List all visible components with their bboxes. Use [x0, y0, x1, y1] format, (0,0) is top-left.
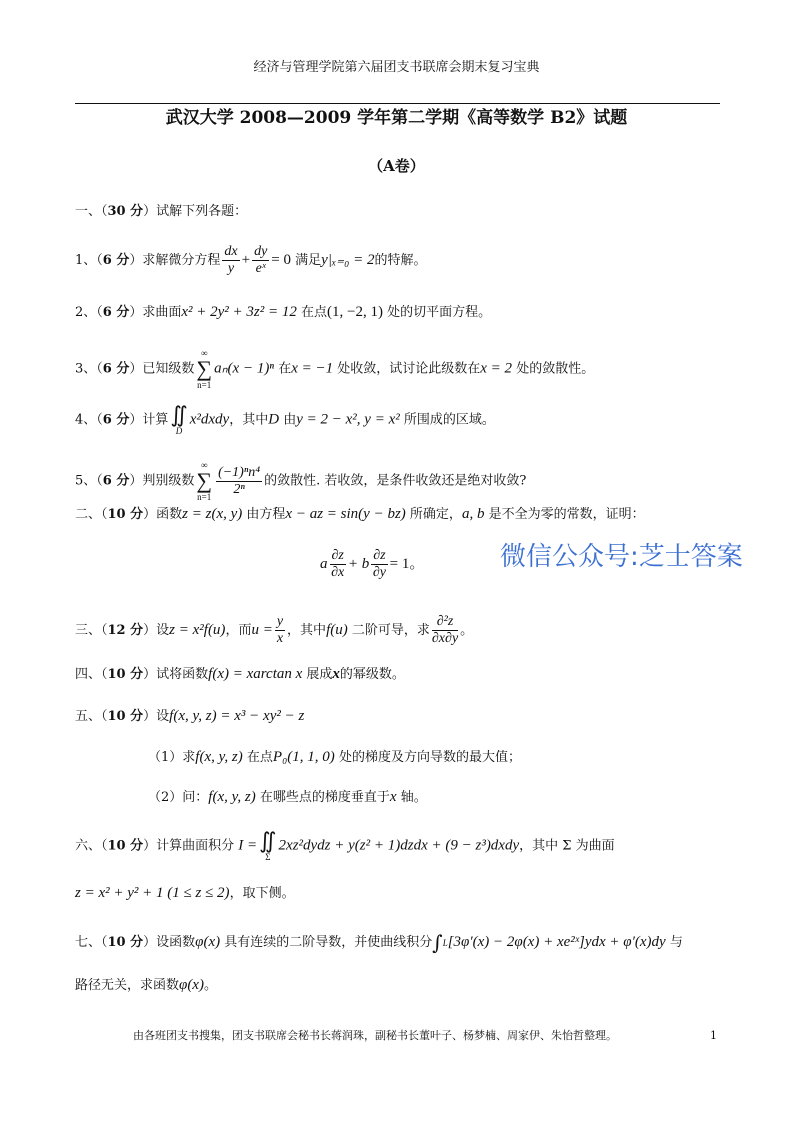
math: 2xz²dydz + y(z² + 1)dzdx + (9 − z³)dxdy — [278, 837, 520, 854]
question-7 — [75, 932, 683, 953]
math: y = 2 − x², y = x² — [296, 411, 400, 428]
integral-symbol: ∫ — [432, 930, 443, 955]
numerator: dx — [224, 244, 238, 259]
math: P₀(1, 1, 0) — [272, 749, 335, 765]
label: 一、（ — [75, 204, 108, 219]
header-rule — [75, 103, 720, 104]
footer-credits: 由各班团支书搜集，团支书联席会秘书长蒋润珠，副秘书长董叶子、杨梦楠、周家伊、朱怡哲整理。 — [133, 1029, 617, 1042]
math: x − az = sin(y − bz) — [285, 506, 406, 522]
math: x — [389, 789, 397, 805]
question-2 — [75, 504, 645, 525]
math: = 1。 — [389, 556, 425, 572]
denominator: eˣ — [255, 261, 266, 276]
exam-subtitle: （A卷） — [368, 157, 425, 175]
double-integral — [170, 404, 187, 436]
math: x = 2 — [480, 360, 513, 377]
text: ）设函数 — [143, 935, 196, 950]
question-1-5 — [75, 460, 526, 502]
running-header: 经济与管理学院第六届团支书联席会期末复习宝典 — [253, 60, 540, 75]
question-5-part-2 — [148, 787, 427, 808]
score: 30 分 — [107, 204, 144, 219]
text: ）计算曲面积分 — [143, 838, 235, 854]
text: （1）求 — [148, 750, 196, 765]
math: (1, −2, 1) — [327, 304, 383, 320]
math: f(u) — [326, 622, 348, 638]
label: 2、（ — [75, 305, 103, 320]
math: [3φ′(x) − 2φ(x) + xe²ˣ]ydx + φ′(x)dy — [447, 934, 666, 950]
text: ）函数 — [143, 507, 183, 522]
numerator: ∂z — [373, 548, 386, 563]
math: f(x) = xarctan x — [208, 666, 303, 682]
text: 与 — [669, 935, 683, 950]
score: 6 分 — [102, 253, 130, 268]
upper-limit: ∞ — [201, 348, 208, 358]
fraction — [222, 244, 239, 277]
text: 由方程 — [246, 507, 286, 522]
path: L — [442, 938, 448, 948]
label: 六、（ — [75, 838, 108, 854]
math: f(x, y, z) = x³ − xy² − z — [169, 708, 305, 724]
text: 。 — [203, 978, 217, 993]
text: 处的梯度及方向导数的最大值； — [338, 750, 521, 765]
math: + b — [347, 556, 370, 572]
summation — [196, 348, 212, 390]
score: 6 分 — [102, 305, 130, 320]
text: 二阶可导，求 — [351, 623, 430, 638]
numerator: y — [276, 614, 284, 629]
question-1-2 — [75, 302, 491, 323]
score: 12 分 — [107, 623, 144, 638]
text: 是不全为零的常数，证明： — [488, 507, 645, 522]
math: z = x² + y² + 1 (1 ≤ z ≤ 2) — [75, 885, 230, 901]
integral-symbol: ∬ — [259, 828, 277, 853]
text: ）试解下列各题： — [143, 204, 248, 219]
surface: Σ — [265, 852, 271, 862]
text: ）判别级数 — [129, 473, 195, 489]
fraction — [252, 244, 269, 277]
lower-limit: n=1 — [197, 380, 212, 390]
score: 10 分 — [107, 507, 144, 522]
fraction — [432, 614, 458, 647]
op: + — [241, 252, 251, 268]
denominator: 2ⁿ — [233, 481, 245, 497]
text: 在哪些点的梯度垂直于 — [259, 790, 390, 805]
question-1-4 — [75, 404, 495, 436]
score: 6 分 — [102, 412, 130, 428]
text: 展成 — [306, 667, 333, 682]
watermark: 微信公众号:芝士答案 — [500, 542, 743, 572]
score: 10 分 — [107, 667, 144, 682]
text: 具有连续的二阶导数，并使曲线积分 — [224, 935, 433, 950]
sum-symbol: ∑ — [196, 468, 213, 493]
math: φ(x) — [195, 934, 221, 950]
math: D — [268, 411, 280, 428]
math: z = z(x, y) — [182, 506, 243, 522]
math: x² + 2y² + 3z² = 12 — [181, 304, 297, 320]
fraction — [216, 465, 262, 498]
numerator: ∂z — [331, 548, 344, 563]
label: 5、（ — [75, 473, 103, 489]
text: （2）问： — [148, 790, 209, 805]
text: 在 — [278, 361, 292, 377]
fraction — [275, 614, 285, 647]
text: ）求解微分方程 — [129, 253, 221, 268]
question-3 — [75, 614, 473, 647]
text: 路径无关，求函数 — [75, 978, 180, 993]
text: 。 — [460, 623, 474, 638]
math: f(x, y, z) — [208, 789, 256, 805]
math: I = — [238, 837, 258, 854]
question-5-part-1 — [148, 747, 521, 768]
question-4 — [75, 664, 405, 685]
fraction — [371, 548, 387, 581]
math: a, b — [461, 506, 485, 522]
question-2-formula — [320, 548, 424, 581]
fraction — [330, 548, 346, 581]
domain: D — [175, 426, 183, 436]
math: z = x²f(u) — [169, 622, 226, 638]
text: 处收敛，试讨论此级数在 — [337, 361, 481, 377]
score: 10 分 — [107, 709, 144, 724]
label: 七、（ — [75, 935, 108, 950]
question-5 — [75, 706, 304, 727]
integral-symbol: ∬ — [170, 402, 188, 427]
page-number: 1 — [710, 1029, 717, 1042]
label: 3、（ — [75, 361, 103, 377]
upper-limit: ∞ — [201, 460, 208, 470]
summation — [196, 460, 212, 502]
text: 所围成的区域。 — [403, 412, 495, 428]
text: 的幂级数。 — [339, 667, 405, 682]
section-1-heading — [75, 202, 247, 222]
text: ）计算 — [129, 412, 169, 428]
lower-limit: n=1 — [197, 492, 212, 502]
sum-symbol: ∑ — [196, 356, 213, 381]
math: f(x, y, z) — [195, 749, 243, 765]
score: 6 分 — [102, 473, 130, 489]
math: y|ₓ₌₀ = 2 — [321, 252, 375, 268]
denominator: y — [227, 261, 235, 276]
text: 处的敛散性。 — [516, 361, 595, 377]
math: x = −1 — [291, 360, 334, 377]
label: 三、（ — [75, 623, 108, 638]
math: x — [332, 666, 340, 682]
math: φ(x) — [179, 977, 204, 993]
text: 的敛散性. 若收敛，是条件收敛还是绝对收敛? — [264, 473, 527, 489]
numerator: dy — [254, 244, 268, 259]
text: 满足 — [295, 253, 322, 268]
text: ，其中 — [287, 623, 327, 638]
denominator: x — [276, 631, 284, 646]
denominator: ∂y — [372, 565, 386, 580]
score: 10 分 — [107, 935, 144, 950]
text: 在点 — [246, 750, 273, 765]
text: ）求曲面 — [129, 305, 182, 320]
denominator: ∂x∂y — [431, 631, 459, 646]
question-7-cont — [75, 975, 217, 996]
denominator: ∂x — [331, 565, 345, 580]
question-6 — [75, 830, 615, 862]
label: 4、（ — [75, 412, 103, 428]
numerator: ∂²z — [432, 614, 458, 631]
score: 10 分 — [107, 838, 144, 854]
score: 6 分 — [102, 361, 130, 377]
text: ，而 — [225, 623, 252, 638]
question-6-cont — [75, 883, 295, 904]
text: ）设 — [143, 709, 170, 724]
text: 所确定， — [409, 507, 462, 522]
label: 五、（ — [75, 709, 108, 724]
text: ，取下侧。 — [229, 886, 295, 901]
math: a — [320, 556, 328, 572]
text: ）已知级数 — [129, 361, 195, 377]
math: aₙ(x − 1)ⁿ — [214, 360, 275, 377]
text: 在点 — [301, 305, 328, 320]
double-integral — [259, 830, 276, 862]
text: ，其中 — [229, 412, 269, 428]
label: 二、（ — [75, 507, 108, 522]
label: 四、（ — [75, 667, 108, 682]
label: 1、（ — [75, 253, 103, 268]
math: u = — [251, 622, 273, 638]
question-1-1 — [75, 244, 426, 277]
text: 的特解。 — [374, 253, 427, 268]
text: ）设 — [143, 623, 170, 638]
exam-title: 武汉大学 2008—2009 学年第二学期《高等数学 B2》试题 — [165, 108, 628, 128]
text: ，其中 Σ 为曲面 — [519, 838, 615, 854]
text: 轴。 — [400, 790, 427, 805]
text: ）试将函数 — [143, 667, 209, 682]
math: x²dxdy — [189, 411, 230, 428]
numerator: (−1)ⁿn⁴ — [218, 464, 261, 480]
question-1-3 — [75, 348, 594, 390]
equation: = 0 — [271, 252, 291, 268]
text: 由 — [283, 412, 297, 428]
text: 处的切平面方程。 — [387, 305, 492, 320]
